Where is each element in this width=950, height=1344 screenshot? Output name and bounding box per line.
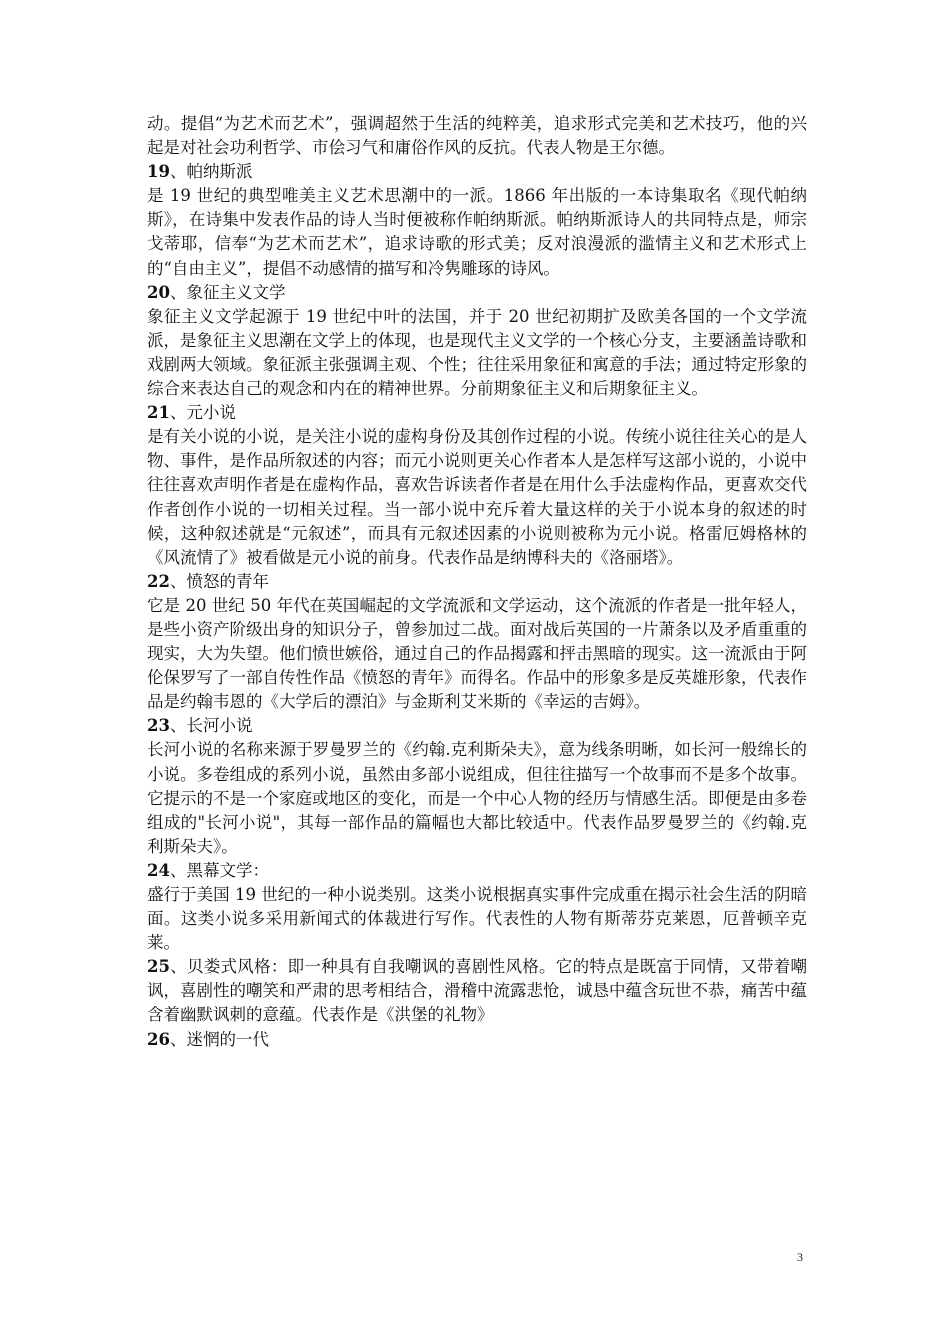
section-title: 、象征主义文学 [169,282,286,302]
section-title: 、长河小说 [169,716,253,736]
section-text: 、贝娄式风格：即一种具有自我嘲讽的喜剧性风格。它的特点是既富于同情，又带着嘲讽，喜剧性的嘲笑和严肃的思考相结合，滑稽中流露悲怆，诚恳中蕴含玩世不恭，痛苦中蕴含着幽默讽刺的意蕴。代表作是《洪堡的礼物》 [147,957,807,1025]
body-paragraph: 是 19 世纪的典型唯美主义艺术思潮中的一派。1866 年出版的一本诗集取名《现代帕纳斯》，在诗集中发表作品的诗人当时便被称作帕纳斯派。帕纳斯派诗人的共同特点是，师宗戈蒂耶，信奉“为艺术而艺术”，追求诗歌的形式美；反对浪漫派的滥情主义和艺术形式上的“自由主义”，提倡不动感情的描写和冷隽雕琢的诗风。 [147,186,807,278]
body-paragraph: 它是 20 世纪 50 年代在英国崛起的文学流派和文学运动，这个流派的作者是一批年轻人，是些小资产阶级出身的知识分子，曾参加过二战。面对战后英国的一片萧条以及矛盾重重的现实，大为失望。他们愤世嫉俗，通过自己的作品揭露和抨击黑暗的现实。这一流派由于阿伦保罗写了一部自传性作品《愤怒的青年》而得名。作品中的形象多是反英雄形象，代表作品是约翰韦恩的《大学后的漂泊》与金斯利艾米斯的《幸运的吉姆》。 [147,595,807,712]
section-paragraph [147,955,807,1027]
section-number: 23 [147,716,170,736]
section-title: 、愤怒的青年 [169,571,269,591]
section-number: 21 [147,403,170,423]
section-heading [147,1028,807,1052]
section-number: 26 [147,1029,170,1049]
section-title: 、黑幕文学： [169,860,269,880]
page-number: 3 [797,1250,803,1264]
section-heading [147,570,807,594]
section-title: 、迷惘的一代 [169,1029,269,1049]
section-heading [147,859,807,883]
document-body [147,112,807,1052]
body-paragraph: 是有关小说的小说，是关注小说的虚构身份及其创作过程的小说。传统小说往往关心的是人物、事件，是作品所叙述的内容；而元小说则更关心作者本人是怎样写这部小说的，小说中往往喜欢声明作者是在虚构作品，喜欢告诉读者作者是在用什么手法虚构作品，更喜欢交代作者创作小说的一切相关过程。当一部小说中充斥着大量这样的关于小说本身的叙述的时候，这种叙述就是“元叙述”，而具有元叙述因素的小说则被称为元小说。格雷厄姆格林的《风流情了》被看做是元小说的前身。代表作品是纳博科夫的《洛丽塔》。 [147,427,807,567]
section-heading [147,160,807,184]
section-number: 20 [147,282,170,302]
section-number: 24 [147,860,170,880]
section-number: 25 [147,957,170,977]
body-paragraph: 动。提倡“为艺术而艺术”，强调超然于生活的纯粹美，追求形式完美和艺术技巧，他的兴起是对社会功利哲学、市侩习气和庸俗作风的反抗。代表人物是王尔德。 [147,114,807,158]
section-heading [147,714,807,738]
section-heading [147,281,807,305]
section-heading [147,401,807,425]
body-paragraph: 长河小说的名称来源于罗曼罗兰的《约翰.克利斯朵夫》，意为线条明晰，如长河一般绵长的小说。多卷组成的系列小说，虽然由多部小说组成，但往往描写一个故事而不是多个故事。它提示的不是一个家庭或地区的变化，而是一个中心人物的经历与情感生活。即便是由多卷组成的"长河小说"，其每一部作品的篇幅也大都比较适中。代表作品罗曼罗兰的《约翰.克利斯朵夫》。 [147,740,807,856]
body-paragraph: 盛行于美国 19 世纪的一种小说类别。这类小说根据真实事件完成重在揭示社会生活的阴暗面。这类小说多采用新闻式的体裁进行写作。代表性的人物有斯蒂芬克莱恩，厄普顿辛克莱。 [147,885,807,953]
section-title: 、元小说 [169,403,236,423]
section-number: 22 [147,571,170,591]
body-paragraph: 象征主义文学起源于 19 世纪中叶的法国，并于 20 世纪初期扩及欧美各国的一个文学流派，是象征主义思潮在文学上的体现，也是现代主义文学的一个核心分支，主要涵盖诗歌和戏剧两大领域。象征派主张强调主观、个性；往往采用象征和寓意的手法；通过特定形象的综合来表达自己的观念和内在的精神世界。分前期象征主义和后期象征主义。 [147,306,807,399]
section-title: 、帕纳斯派 [169,162,253,182]
section-number: 19 [147,162,170,182]
